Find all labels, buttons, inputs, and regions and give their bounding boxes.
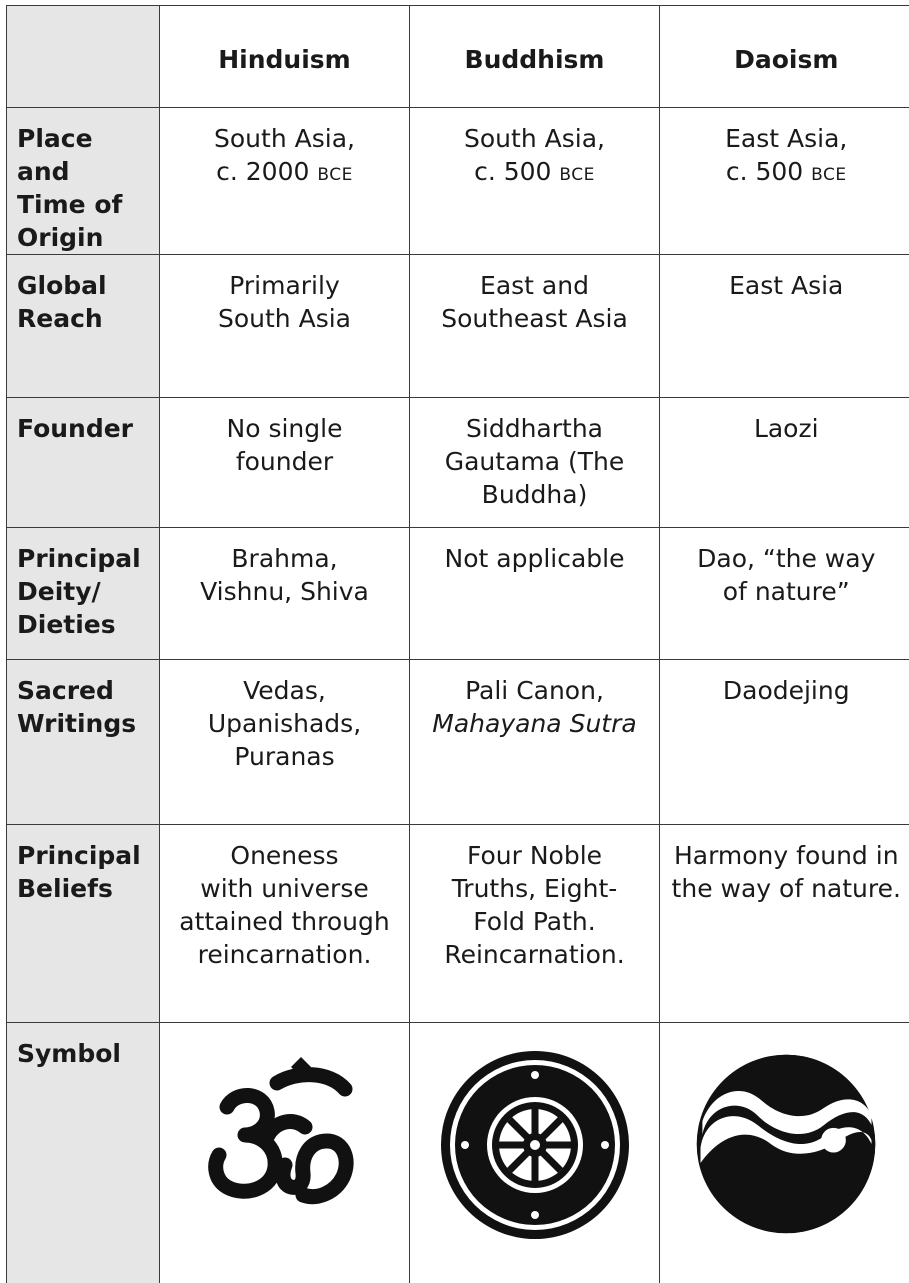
header-row (7, 6, 909, 108)
cell-deity-daoism: Dao, “the way of nature” (660, 528, 909, 660)
table-row-symbol (7, 1023, 909, 1283)
cell-writings-hinduism: Vedas, Upanishads, Puranas (160, 660, 410, 825)
row-label-beliefs: Principal Beliefs (7, 825, 160, 1023)
cell-beliefs-daoism: Harmony found in the way of nature. (660, 825, 909, 1023)
cell-symbol-daoism (660, 1023, 909, 1283)
cell-reach-daoism: East Asia (660, 255, 909, 398)
cell-founder-hinduism: No single founder (160, 398, 410, 528)
dharma-wheel-icon (435, 1045, 635, 1245)
table-row-beliefs (7, 825, 909, 1023)
cell-reach-buddhism: East and Southeast Asia (410, 255, 660, 398)
cell-origin-daoism: East Asia, c. 500 BCE (660, 108, 909, 255)
table-row-founder (7, 398, 909, 528)
row-label-reach: Global Reach (7, 255, 160, 398)
cell-beliefs-hinduism: Oneness with universe attained through reincarnation. (160, 825, 410, 1023)
cell-founder-daoism: Laozi (660, 398, 909, 528)
cell-writings-buddhism: Pali Canon, Mahayana Sutra (410, 660, 660, 825)
cell-origin-buddhism: South Asia, c. 500 BCE (410, 108, 660, 255)
cell-symbol-buddhism (410, 1023, 660, 1283)
table-row-reach (7, 255, 909, 398)
cell-deity-hinduism: Brahma, Vishnu, Shiva (160, 528, 410, 660)
row-label-writings: Sacred Writings (7, 660, 160, 825)
cell-symbol-hinduism (160, 1023, 410, 1283)
table-row-origin (7, 108, 909, 255)
yin-yang-icon (691, 1049, 881, 1239)
comparison-table (6, 5, 909, 1283)
om-icon (205, 1055, 365, 1205)
column-header-daoism: Daoism (660, 6, 909, 108)
column-header-hinduism: Hinduism (160, 6, 410, 108)
column-header-buddhism: Buddhism (410, 6, 660, 108)
cell-writings-daoism: Daodejing (660, 660, 909, 825)
table-row-writings (7, 660, 909, 825)
cell-reach-hinduism: Primarily South Asia (160, 255, 410, 398)
cell-beliefs-buddhism: Four Noble Truths, Eight- Fold Path. Reincarnation. (410, 825, 660, 1023)
cell-founder-buddhism: Siddhartha Gautama (The Buddha) (410, 398, 660, 528)
cell-origin-hinduism: South Asia, c. 2000 BCE (160, 108, 410, 255)
row-label-deity: Principal Deity/ Dieties (7, 528, 160, 660)
corner-cell (7, 6, 160, 108)
row-label-origin: Place and Time of Origin (7, 108, 160, 255)
row-label-founder: Founder (7, 398, 160, 528)
row-label-symbol: Symbol (7, 1023, 160, 1283)
cell-deity-buddhism: Not applicable (410, 528, 660, 660)
table-row-deity (7, 528, 909, 660)
